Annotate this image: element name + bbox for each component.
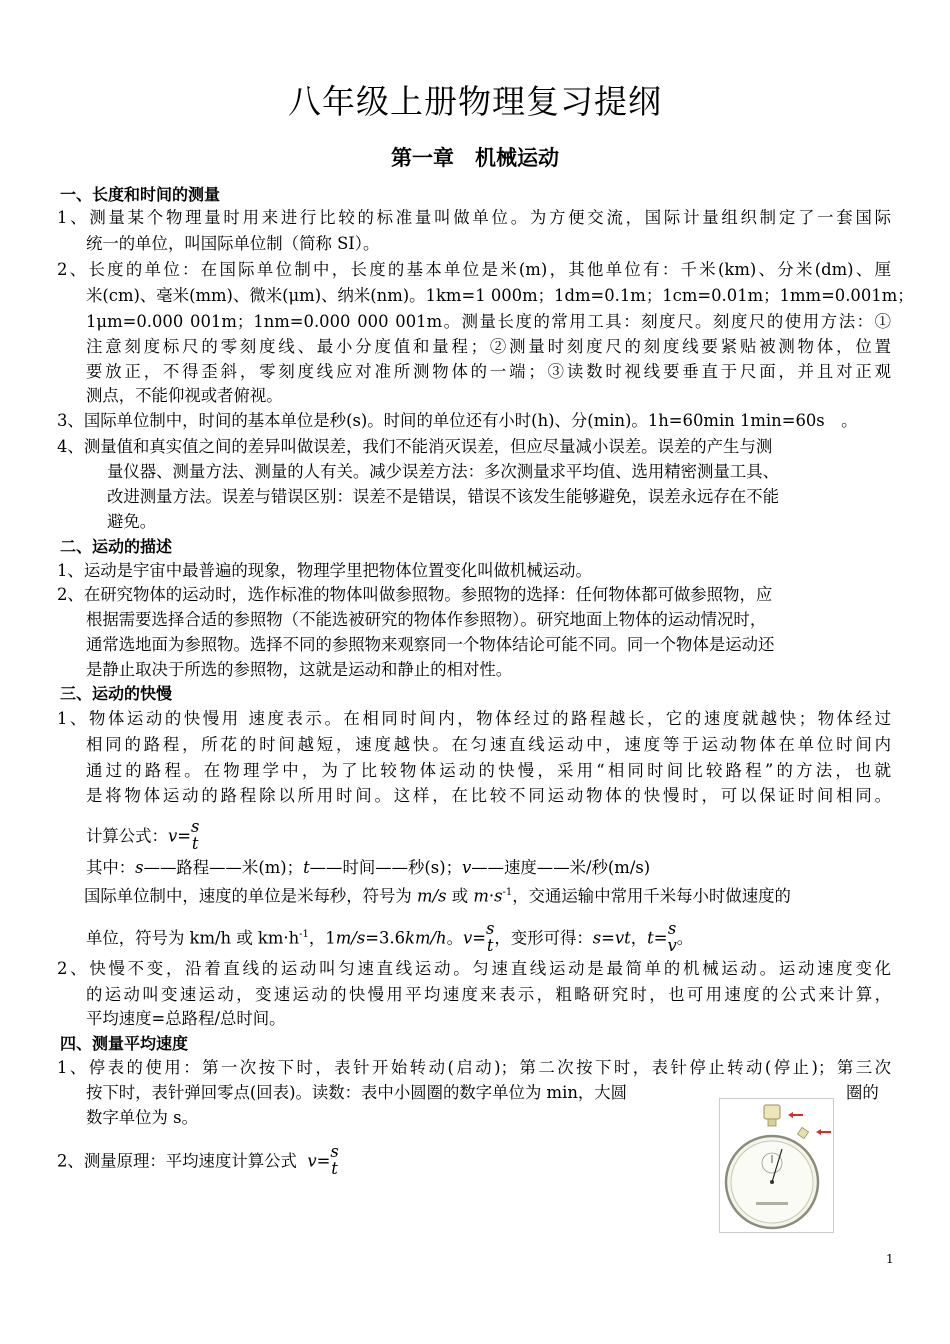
paragraph-line: 数字单位为 s。 bbox=[86, 1108, 198, 1127]
paragraph-line: 2、快慢不变，沿着直线的运动叫匀速直线运动。匀速直线运动是最简单的机械运动。运动速度变化 bbox=[57, 959, 891, 978]
paragraph-line: 是将物体运动的路程除以所用时间。这样，在比较不同运动物体的快慢时，可以保证时间相同。 bbox=[86, 786, 891, 805]
paragraph-line: 量仪器、测量方法、测量的人有关。减少误差方法：多次测量求平均值、选用精密测量工具、 bbox=[107, 462, 780, 481]
paragraph-line: 测点，不能仰视或者俯视。 bbox=[86, 386, 283, 405]
paragraph-line: 平均速度=总路程/总时间。 bbox=[86, 1009, 286, 1028]
fraction-s-over-t: s t bbox=[190, 817, 200, 853]
paragraph-line: 1、停表的使用：第一次按下时，表针开始转动(启动)；第二次按下时，表针停止转动(停止)；第三次 bbox=[57, 1058, 891, 1077]
paragraph-line: 的运动叫变速运动，变速运动的快慢用平均速度来表示，粗略研究时，也可用速度的公式来计算， bbox=[86, 985, 891, 1004]
paragraph-line: 4、测量值和真实值之间的差异叫做误差，我们不能消灭误差，但应尽量减小误差。误差的产生与测 bbox=[57, 437, 773, 456]
paragraph-line: 1、物体运动的快慢用 速度表示。在相同时间内，物体经过的路程越长，它的速度就越快；物体经过 bbox=[57, 709, 892, 728]
paragraph-line: 是静止取决于所选的参照物，这就是运动和静止的相对性。 bbox=[86, 660, 513, 679]
paragraph-line: 1μm=0.000 001m；1nm=0.000 000 001m。测量长度的常用工具：刻度尺。刻度尺的使用方法：① bbox=[86, 312, 891, 331]
paragraph-line: 通过的路程。在物理学中，为了比较物体运动的快慢，采用“相同时间比较路程”的方法，也就 bbox=[86, 761, 891, 780]
paragraph-line: 要放正，不得歪斜，零刻度线应对准所测物体的一端；③读数时视线要垂直于尺面，并且对正观 bbox=[86, 362, 891, 381]
section-heading-2: 二、运动的描述 bbox=[60, 537, 173, 556]
paragraph-line: 统一的单位，叫国际单位制（简称 SI）。 bbox=[86, 234, 380, 253]
paragraph-line: 2、在研究物体的运动时，选作标准的物体叫做参照物。参照物的选择：任何物体都可做参照物，应 bbox=[57, 585, 773, 604]
speed-formula: 计算公式：v= s t bbox=[86, 817, 200, 853]
paragraph-line: 避免。 bbox=[107, 512, 157, 531]
keyword-speed: 速度 bbox=[248, 709, 287, 728]
paragraph-line: 改进测量方法。误差与错误区别：误差不是错误，错误不该发生能够避免，误差永远存在不能 bbox=[107, 487, 780, 506]
fraction-s-over-t: s t bbox=[330, 1142, 339, 1178]
paragraph-line: 按下时，表针弹回零点(回表)。读数：表中小圆圈的数字单位为 min，大圆 bbox=[86, 1083, 628, 1102]
paragraph-line: 通常选地面为参照物。选择不同的参照物来观察同一个物体结论可能不同。同一个物体是运动还 bbox=[86, 635, 775, 654]
paragraph-line: 根据需要选择合适的参照物（不能选被研究的物体作参照物）。研究地面上物体的运动情况时， bbox=[86, 610, 767, 629]
paragraph-line: 2、长度的单位：在国际单位制中，长度的基本单位是米(m)，其他单位有：千米(km)、分米(dm)、厘 bbox=[57, 260, 891, 279]
fraction-s-over-t: s t bbox=[486, 919, 495, 955]
chapter-title: 第一章 机械运动 bbox=[391, 146, 559, 170]
stopwatch-icon bbox=[720, 1099, 833, 1232]
section-heading-3: 三、运动的快慢 bbox=[60, 684, 173, 703]
average-speed-formula: 2、测量原理：平均速度计算公式 v= s t bbox=[57, 1142, 339, 1178]
formula-legend: 其中：s——路程——米(m)；t——时间——秒(s)；v——速度——米/秒(m/s) bbox=[86, 858, 651, 877]
fraction-s-over-v: s v bbox=[667, 919, 677, 955]
paragraph-line: 相同的路程，所花的时间越短，速度越快。在匀速直线运动中，速度等于运动物体在单位时间内 bbox=[86, 735, 891, 754]
paragraph-line: 圈的 bbox=[846, 1083, 879, 1102]
unit-line-2: 单位，符号为 km/h 或 $km\cdot h^{-1}$，1m/s=3.6km/h。v= s t ，变形可得：s=vt，t= s v 。 bbox=[86, 919, 694, 955]
unit-line-1: 国际单位制中，速度的单位是米每秒，符号为 m/s 或 $m\cdot s^{-1}$，交通运输中常用千米每小时做速度的 bbox=[84, 886, 791, 906]
page-number: 1 bbox=[886, 1252, 894, 1266]
page-title: 八年级上册物理复习提纲 bbox=[288, 82, 662, 121]
paragraph-line: 3、国际单位制中，时间的基本单位是秒(s)。时间的单位还有小时(h)、分(min)。1h=60min 1min=60s 。 bbox=[57, 411, 858, 430]
stopwatch-image bbox=[719, 1098, 834, 1233]
paragraph-line: 1、测量某个物理量时用来进行比较的标准量叫做单位。为方便交流，国际计量组织制定了一套国际 bbox=[57, 208, 891, 227]
paragraph-line: 注意刻度标尺的零刻度线、最小分度值和量程；②测量时刻度尺的刻度线要紧贴被测物体，位置 bbox=[86, 337, 891, 356]
section-heading-1: 一、长度和时间的测量 bbox=[60, 185, 221, 204]
section-heading-4: 四、测量平均速度 bbox=[60, 1034, 189, 1053]
paragraph-line: 米(cm)、毫米(mm)、微米(μm)、纳米(nm)。1km=1 000m；1dm=0.1m；1cm=0.01m；1mm=0.001m； bbox=[86, 286, 914, 305]
paragraph-line: 1、运动是宇宙中最普遍的现象，物理学里把物体位置变化叫做机械运动。 bbox=[57, 561, 592, 580]
